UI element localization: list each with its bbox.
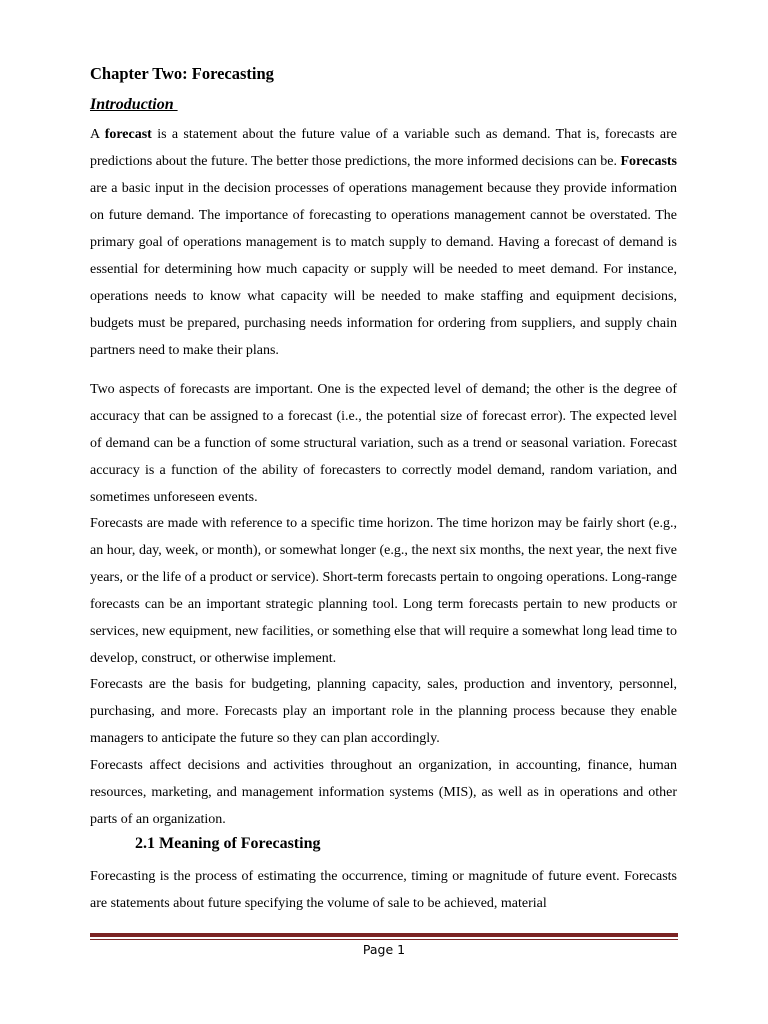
section-heading-meaning-of-forecasting: 2.1 Meaning of Forecasting (135, 835, 321, 852)
paragraph-forecast-basis: Forecasts are the basis for budgeting, planning capacity, sales, production and inventory, personnel, purchasing, and more. Forecasts play an important role in the planning process because they enable managers to anticipate the future so they can plan accordingly. (90, 677, 677, 746)
bold-term: Forecasts (620, 154, 677, 169)
paragraph-time-horizon: Forecasts are made with reference to a specific time horizon. The time horizon may be fairly short (e.g., an hour, day, week, or month), or somewhat longer (e.g., the next six months, the next year, the next five years, or the life of a product or service). Short-term forecasts pertain to ongoing operations. Long-range forecasts can be an important strategic planning tool. Long term forecasts pertain to new products or services, new equipment, new facilities, or something else that will require a somewhat long lead time to develop, construct, or otherwise implement. (90, 516, 677, 666)
paragraph-forecast-aspects: Two aspects of forecasts are important. One is the expected level of demand; the other is the degree of accuracy that can be assigned to a forecast (i.e., the potential size of forecast error). The expected level of demand can be a function of some structural variation, such as a trend or seasonal variation. Forecast accuracy is a function of the ability of forecasters to correctly model demand, random variation, and sometimes unforeseen events. (90, 382, 677, 505)
paragraph-forecast-definition: A forecast is a statement about the future value of a variable such as demand. That is, forecasts are predictions about the future. The better those predictions, the more informed decisions can be. Forecasts are a basic input in the decision processes of operations management because they provide information on future demand. The importance of forecasting to operations management cannot be overstated. The primary goal of operations management is to match supply to demand. Having a forecast of demand is essential for determining how much capacity or supply will be needed to meet demand. For instance, operations needs to know what capacity will be needed to make staffing and equipment decisions, budgets must be prepared, purchasing needs information for ordering from suppliers, and supply chain partners need to make their plans. (90, 127, 677, 358)
footer-divider-thick (90, 933, 678, 937)
paragraph-meaning-of-forecasting: Forecasting is the process of estimating the occurrence, timing or magnitude of future event. Forecasts are statements about future specifying the volume of sale to be achieved, material (90, 869, 677, 911)
bold-term: forecast (104, 127, 152, 142)
page-number: Page 1 (362, 942, 406, 957)
chapter-title: Chapter Two: Forecasting (90, 64, 274, 83)
introduction-heading: Introduction (90, 96, 178, 113)
paragraph-forecast-effects: Forecasts affect decisions and activities throughout an organization, in accounting, finance, human resources, marketing, and management information systems (MIS), as well as in operations and other parts of an organization. (90, 758, 677, 827)
footer-divider-thin (90, 939, 678, 940)
